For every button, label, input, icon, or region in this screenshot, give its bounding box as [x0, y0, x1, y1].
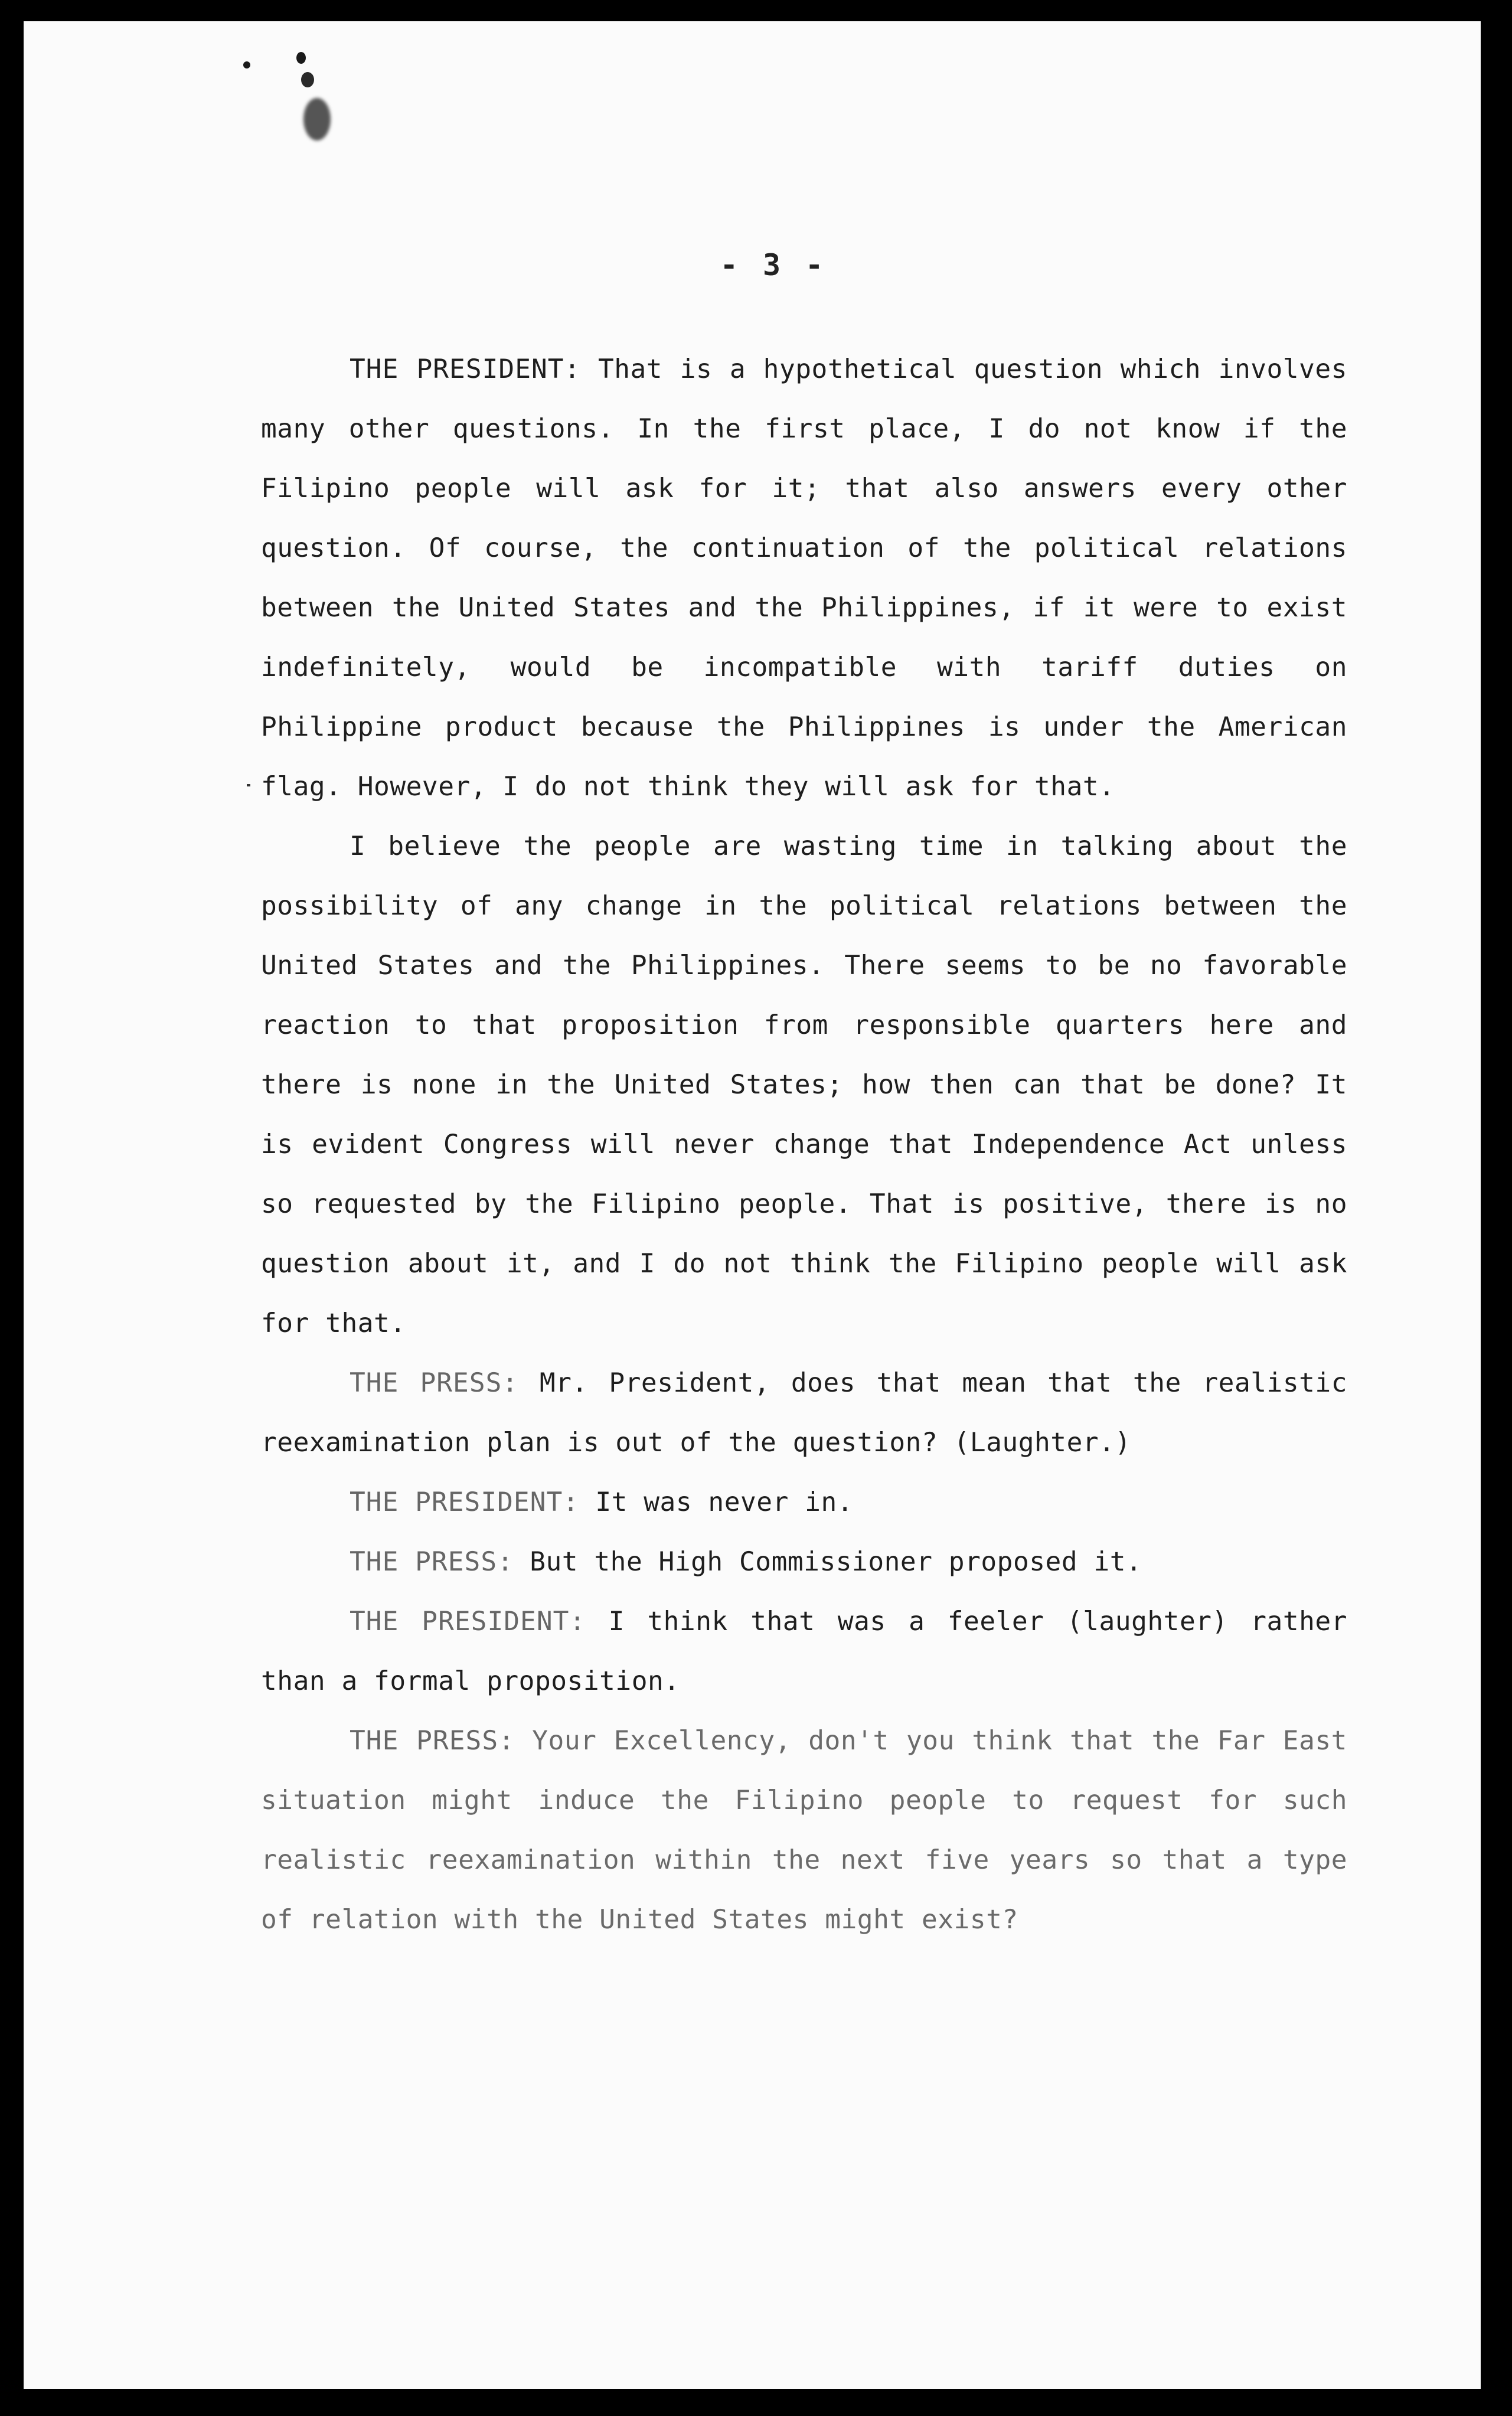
paragraph-president-4 [261, 1592, 1347, 1711]
speaker-label: THE PRESS: [350, 1726, 515, 1756]
margin-mark [247, 784, 250, 786]
punch-mark [296, 52, 306, 64]
speaker-label: THE PRESS: [350, 1547, 514, 1577]
speaker-label: THE PRESIDENT: [350, 354, 581, 384]
speaker-label: THE PRESIDENT: [350, 1607, 586, 1637]
punch-mark [243, 61, 250, 68]
paragraph-press-3 [261, 1711, 1347, 1950]
page-number: - 3 - [720, 248, 827, 282]
paragraph-press-2 [261, 1532, 1347, 1592]
punch-mark [301, 72, 314, 87]
paragraph-president-2 [261, 817, 1347, 1353]
paragraph-press-1 [261, 1353, 1347, 1473]
punch-mark [303, 98, 331, 141]
paragraph-text: But the High Commissioner proposed it. [530, 1547, 1142, 1577]
transcript-body [261, 339, 1347, 1950]
paragraph-text: That is a hypothetical question which involves many other questions. In the first place, I do not know if the Filipino people will ask for it; that also answers every other question. Of course, the continuation of the political relations between the United States and the Philippines, if it were to exist indefinitely, would be incompatible with tariff duties on Philippine product because the Philippines is under the American flag. However, I do not think they will ask for that. [261, 354, 1347, 802]
paragraph-text: I think that was a feeler (laughter) rather than a formal proposition. [261, 1607, 1347, 1696]
speaker-label: THE PRESS: [350, 1368, 519, 1398]
paragraph-text: It was never in. [595, 1487, 854, 1517]
paragraph-text: Mr. President, does that mean that the realistic reexamination plan is out of the question? (Laughter.) [261, 1368, 1347, 1458]
paragraph-president-1 [261, 339, 1347, 817]
speaker-label: THE PRESIDENT: [350, 1487, 580, 1517]
paragraph-text: Your Excellency, don't you think that the Far East situation might induce the Filipino people to request for such realistic reexamination within the next five years so that a type of relation with the United States might exist? [261, 1726, 1347, 1935]
paragraph-text: I believe the people are wasting time in talking about the possibility of any change in the political relations between the United States and the Philippines. There seems to be no favorable reaction to that proposition from responsible quarters here and there is none in the United States; how then can that be done? It is evident Congress will never change that Independence Act unless so requested by the Filipino people. That is positive, there is no question about it, and I do not think the Filipino people will ask for that. [261, 831, 1347, 1338]
paragraph-president-3 [261, 1473, 1347, 1532]
